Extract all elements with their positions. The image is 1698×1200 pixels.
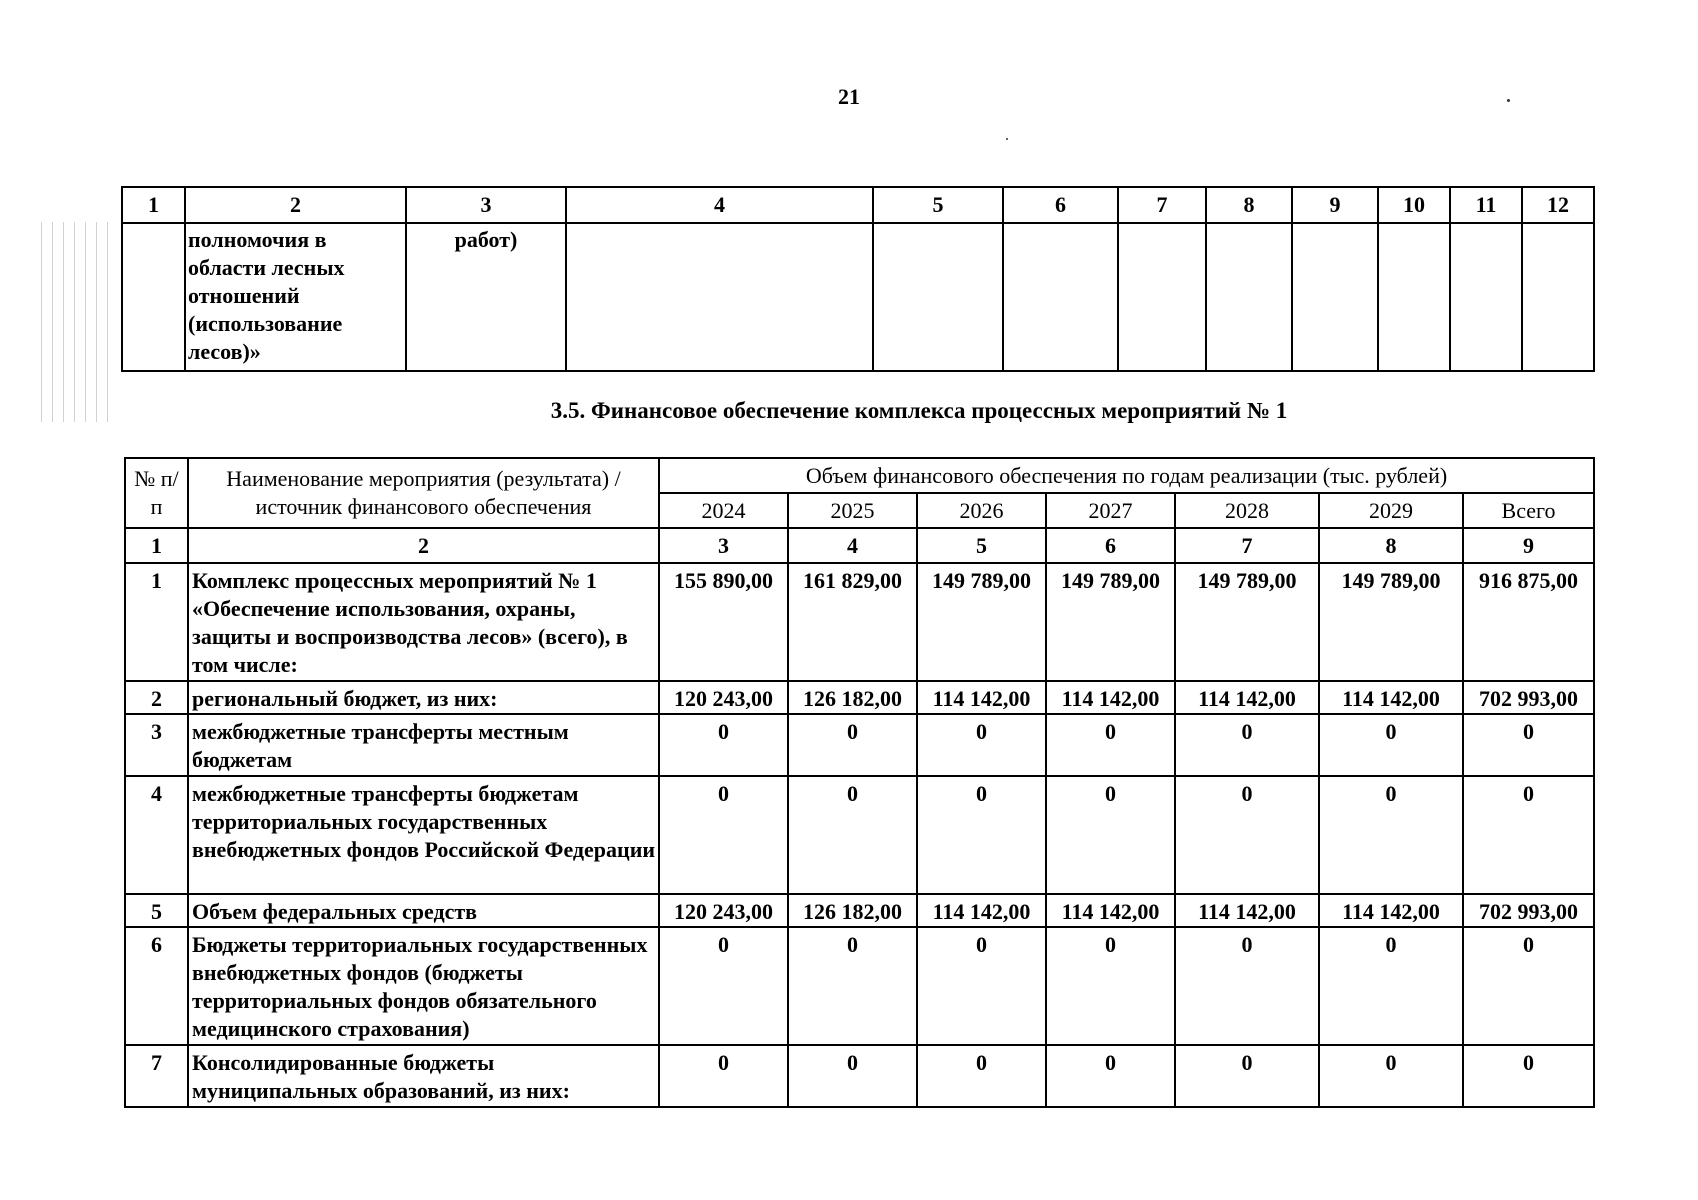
row-value: 0 (1175, 927, 1319, 1045)
row-value: 114 142,00 (1175, 894, 1319, 927)
row-value: 0 (659, 714, 788, 776)
header-cell: 10 (1378, 187, 1450, 223)
row-value: 114 142,00 (1319, 681, 1463, 714)
table-cell (122, 223, 185, 371)
header-cell-number: № п/п (125, 458, 188, 528)
index-cell: 3 (659, 528, 788, 563)
page-number: 21 (838, 84, 860, 109)
table-cell (1206, 223, 1292, 371)
table-cell (1003, 223, 1118, 371)
table-cell (566, 223, 873, 371)
row-value: 114 142,00 (1046, 681, 1175, 714)
row-name: Консолидированные бюджеты муниципальных образований, из них: (188, 1045, 659, 1107)
row-value: 0 (1046, 714, 1175, 776)
row-value: 0 (1175, 1045, 1319, 1107)
table-row (125, 927, 1594, 1045)
header-cell: 2 (185, 187, 406, 223)
header-cell: 12 (1522, 187, 1594, 223)
scan-speck (1006, 138, 1008, 140)
row-value: 702 993,00 (1463, 894, 1594, 927)
row-number: 4 (125, 776, 188, 894)
index-cell: 8 (1319, 528, 1463, 563)
row-value: 916 875,00 (1463, 563, 1594, 681)
header-cell: 9 (1292, 187, 1378, 223)
row-name: межбюджетные трансферты местным бюджетам (188, 714, 659, 776)
table-row (125, 1045, 1594, 1107)
row-value: 702 993,00 (1463, 681, 1594, 714)
header-cell-total: Всего (1463, 493, 1594, 528)
header-cell: 8 (1206, 187, 1292, 223)
table-row (122, 223, 1594, 371)
index-cell: 6 (1046, 528, 1175, 563)
row-value: 0 (788, 927, 917, 1045)
row-value: 0 (788, 714, 917, 776)
header-cell-year: 2025 (788, 493, 917, 528)
row-value: 0 (1046, 776, 1175, 894)
header-cell: 1 (122, 187, 185, 223)
table-cell: работ) (406, 223, 566, 371)
row-value: 0 (1046, 1045, 1175, 1107)
index-cell: 1 (125, 528, 188, 563)
header-cell-name: Наименование мероприятия (результата) / источник финансового обеспечения (188, 458, 659, 528)
row-number: 2 (125, 681, 188, 714)
header-cell-year: 2028 (1175, 493, 1319, 528)
row-name: Бюджеты территориальных государственных внебюджетных фондов (бюджеты территориальных фондов обязательного медицинского страхования) (188, 927, 659, 1045)
row-value: 0 (917, 776, 1046, 894)
table-cell (1450, 223, 1522, 371)
row-number: 6 (125, 927, 188, 1045)
table-cell (1378, 223, 1450, 371)
header-cell: 3 (406, 187, 566, 223)
table-row (125, 681, 1594, 714)
table-row (125, 714, 1594, 776)
header-cell-year: 2026 (917, 493, 1046, 528)
row-value: 120 243,00 (659, 894, 788, 927)
row-value: 155 890,00 (659, 563, 788, 681)
row-name: Объем федеральных средств (188, 894, 659, 927)
header-cell-year: 2027 (1046, 493, 1175, 528)
row-value: 0 (659, 776, 788, 894)
row-value: 0 (917, 714, 1046, 776)
row-number: 5 (125, 894, 188, 927)
table-row (125, 894, 1594, 927)
index-cell: 5 (917, 528, 1046, 563)
table-cell (1522, 223, 1594, 371)
side-stamp (36, 222, 112, 422)
row-value: 0 (917, 927, 1046, 1045)
row-value: 0 (1046, 927, 1175, 1045)
table-header-row (122, 187, 1594, 223)
row-number: 7 (125, 1045, 188, 1107)
row-value: 0 (659, 927, 788, 1045)
index-cell: 4 (788, 528, 917, 563)
row-value: 114 142,00 (1175, 681, 1319, 714)
row-value: 161 829,00 (788, 563, 917, 681)
header-cell: 5 (873, 187, 1003, 223)
header-cell: 6 (1003, 187, 1118, 223)
financing-table (124, 457, 1595, 1108)
continuation-table (121, 186, 1595, 372)
row-value: 0 (1319, 714, 1463, 776)
row-value: 0 (788, 1045, 917, 1107)
row-name: межбюджетные трансферты бюджетам территориальных государственных внебюджетных фондов Российской Федерации (188, 776, 659, 894)
row-name: Комплекс процессных мероприятий № 1 «Обеспечение использования, охраны, защиты и воспроизводства лесов» (всего), в том числе: (188, 563, 659, 681)
row-value: 0 (788, 776, 917, 894)
row-value: 0 (1463, 927, 1594, 1045)
index-cell: 7 (1175, 528, 1319, 563)
row-value: 149 789,00 (1319, 563, 1463, 681)
row-value: 114 142,00 (1046, 894, 1175, 927)
header-cell: 7 (1118, 187, 1206, 223)
header-cell: 4 (566, 187, 873, 223)
row-value: 0 (1175, 714, 1319, 776)
row-value: 0 (1463, 776, 1594, 894)
table-row (125, 563, 1594, 681)
header-cell: 11 (1450, 187, 1522, 223)
table-cell (873, 223, 1003, 371)
row-value: 120 243,00 (659, 681, 788, 714)
table-header-row (125, 458, 1594, 493)
row-value: 114 142,00 (917, 681, 1046, 714)
header-cell-year: 2024 (659, 493, 788, 528)
header-cell-group: Объем финансового обеспечения по годам реализации (тыс. рублей) (659, 458, 1594, 493)
row-value: 149 789,00 (917, 563, 1046, 681)
row-number: 1 (125, 563, 188, 681)
row-value: 0 (1319, 927, 1463, 1045)
row-value: 149 789,00 (1175, 563, 1319, 681)
row-value: 114 142,00 (1319, 894, 1463, 927)
section-title: 3.5. Финансовое обеспечение комплекса процессных мероприятий № 1 (550, 398, 1288, 423)
row-value: 126 182,00 (788, 894, 917, 927)
scan-speck (1507, 99, 1510, 102)
row-value: 0 (1175, 776, 1319, 894)
row-value: 0 (1319, 1045, 1463, 1107)
row-value: 0 (917, 1045, 1046, 1107)
index-cell: 2 (188, 528, 659, 563)
row-value: 114 142,00 (917, 894, 1046, 927)
row-value: 0 (1463, 714, 1594, 776)
row-name: региональный бюджет, из них: (188, 681, 659, 714)
index-cell: 9 (1463, 528, 1594, 563)
header-cell-year: 2029 (1319, 493, 1463, 528)
table-cell: полномочия в области лесных отношений (использование лесов)» (185, 223, 406, 371)
table-cell (1292, 223, 1378, 371)
row-value: 149 789,00 (1046, 563, 1175, 681)
table-cell (1118, 223, 1206, 371)
row-value: 0 (1319, 776, 1463, 894)
row-value: 0 (1463, 1045, 1594, 1107)
row-value: 0 (659, 1045, 788, 1107)
row-value: 126 182,00 (788, 681, 917, 714)
row-number: 3 (125, 714, 188, 776)
table-row (125, 776, 1594, 894)
column-index-row (125, 528, 1594, 563)
